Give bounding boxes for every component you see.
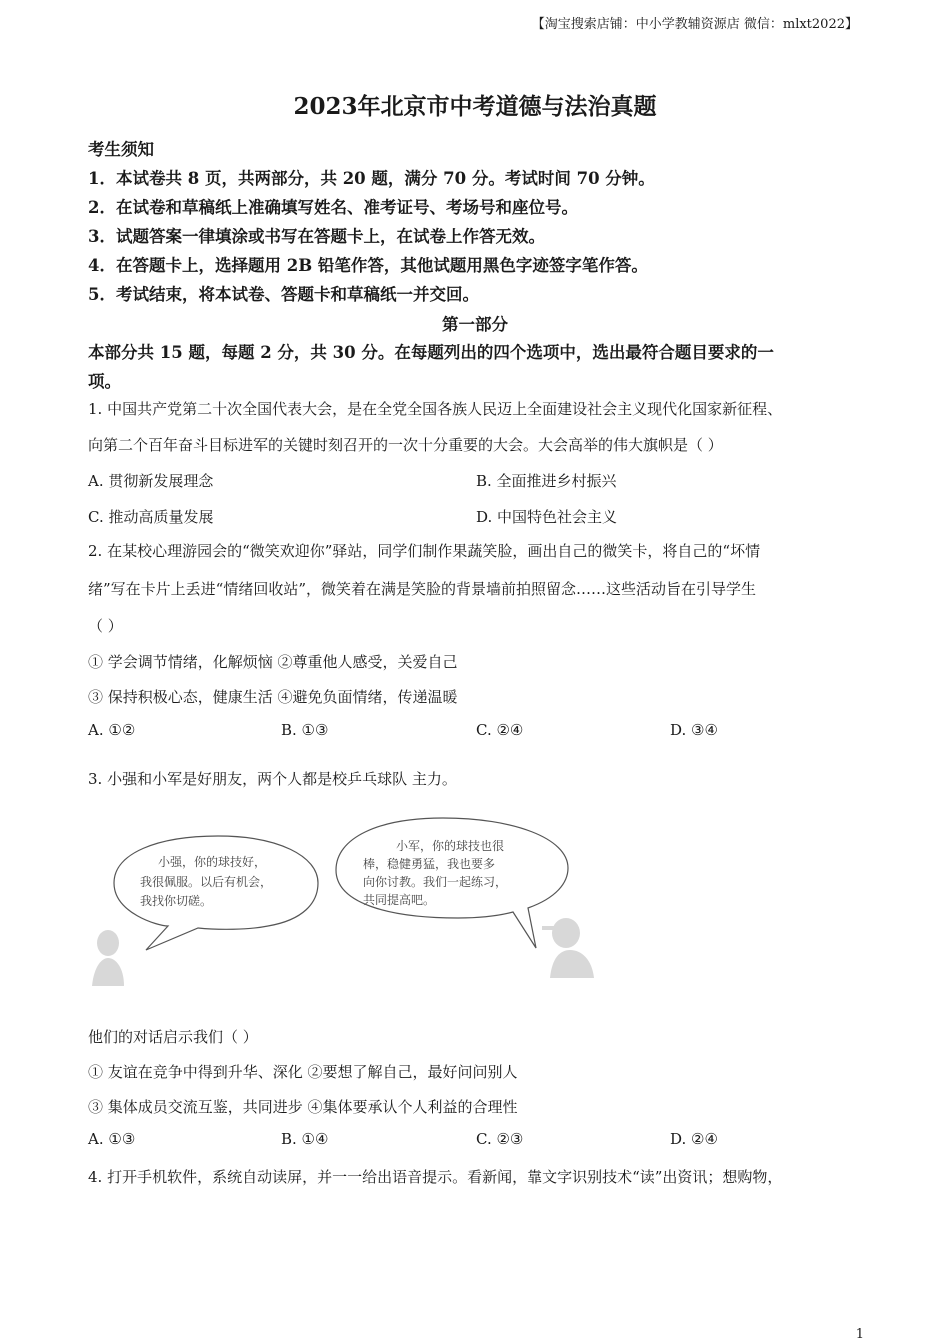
q3-statements: ① 友谊在竞争中得到升华、深化 ②要想了解自己，最好问问别人 xyxy=(88,1063,518,1081)
q3-statements: ③ 集体成员交流互鉴，共同进步 ④集体要承认个人利益的合理性 xyxy=(88,1098,518,1116)
left-person-figure xyxy=(92,930,124,986)
notice-item: 1．本试卷共 8 页，共两部分，共 20 题，满分 70 分。考试时间 70 分钟。 xyxy=(88,169,655,188)
q3-option-c: C. ②③ xyxy=(476,1130,524,1148)
bubble-right-line: 共同提高吧。 xyxy=(363,893,436,907)
q2-statements: ① 学会调节情绪，化解烦恼 ②尊重他人感受，关爱自己 xyxy=(88,653,458,671)
q1-option-c: C. 推动高质量发展 xyxy=(88,508,214,526)
page-title: 2023年北京市中考道德与法治真题 xyxy=(293,93,657,120)
part-instruction: 本部分共 15 题，每题 2 分，共 30 分。在每题列出的四个选项中，选出最符合题目要求的一 xyxy=(88,343,774,362)
bubble-right-line: 小军，你的球技也很 xyxy=(396,839,505,853)
q2-option-c: C. ②④ xyxy=(476,721,524,739)
header-note: 【淘宝搜索店铺：中小学教辅资源店 微信：mlxt2022】 xyxy=(531,17,858,32)
left-speech-bubble xyxy=(114,836,318,950)
notice-item: 2．在试卷和草稿纸上准确填写姓名、准考证号、考场号和座位号。 xyxy=(88,198,578,217)
q3-option-b: B. ①④ xyxy=(281,1130,329,1148)
page-number: 1 xyxy=(855,1327,864,1342)
q1-option-b: B. 全面推进乡村振兴 xyxy=(476,472,617,490)
q2-statements: ③ 保持积极心态，健康生活 ④避免负面情绪，传递温暖 xyxy=(88,688,458,706)
q2-stem: 2. 在某校心理游园会的“微笑欢迎你”驿站，同学们制作果蔬笑脸，画出自己的微笑卡，将自己的“坏情 xyxy=(88,542,761,560)
bubble-right-line: 棒，稳健勇猛，我也要多 xyxy=(363,857,496,871)
q3-stem: 他们的对话启示我们（ ） xyxy=(88,1028,258,1046)
q1-option-a: A. 贯彻新发展理念 xyxy=(88,472,214,490)
q3-option-a: A. ①③ xyxy=(88,1130,136,1148)
bubble-left-line: 我很佩服。以后有机会， xyxy=(140,875,273,889)
right-person-figure xyxy=(542,918,594,978)
q1-stem: 向第二个百年奋斗目标进军的关键时刻召开的一次十分重要的大会。大会高举的伟大旗帜是（ ） xyxy=(88,436,723,454)
q1-stem: 1. 中国共产党第二十次全国代表大会，是在全党全国各族人民迈上全面建设社会主义现代化国家新征程、 xyxy=(88,400,783,418)
q4-stem: 4. 打开手机软件，系统自动读屏，并一一给出语音提示。看新闻，靠文字识别技术“读”出资讯；想购物， xyxy=(88,1168,783,1186)
bubble-left-line: 我找你切磋。 xyxy=(140,894,213,908)
q3-option-d: D. ②④ xyxy=(670,1130,718,1148)
notice-item: 5．考试结束，将本试卷、答题卡和草稿纸一并交回。 xyxy=(88,285,479,304)
q2-option-a: A. ①② xyxy=(88,721,136,739)
notice-item: 4．在答题卡上，选择题用 2B 铅笔作答，其他试题用黑色字迹签字笔作答。 xyxy=(88,256,648,275)
notice-heading: 考生须知 xyxy=(88,140,154,159)
q2-option-d: D. ③④ xyxy=(670,721,718,739)
q2-stem: 绪”写在卡片上丢进“情绪回收站”，微笑着在满是笑脸的背景墙前拍照留念……这些活动旨在引导学生 xyxy=(88,580,757,598)
q1-option-d: D. 中国特色社会主义 xyxy=(476,508,618,526)
bubble-right-line: 向你讨教。我们一起练习， xyxy=(363,875,508,889)
notice-item: 3．试题答案一律填涂或书写在答题卡上，在试卷上作答无效。 xyxy=(88,227,545,246)
part-instruction: 项。 xyxy=(88,372,121,391)
part-title: 第一部分 xyxy=(442,315,508,334)
q2-stem: （ ） xyxy=(88,617,123,635)
q2-option-b: B. ①③ xyxy=(281,721,329,739)
bubble-left-line: 小强，你的球技好， xyxy=(158,855,267,869)
q3-comic-illustration xyxy=(88,808,608,996)
q3-stem: 3. 小强和小军是好朋友，两个人都是校乒乓球队 主力。 xyxy=(88,770,457,788)
